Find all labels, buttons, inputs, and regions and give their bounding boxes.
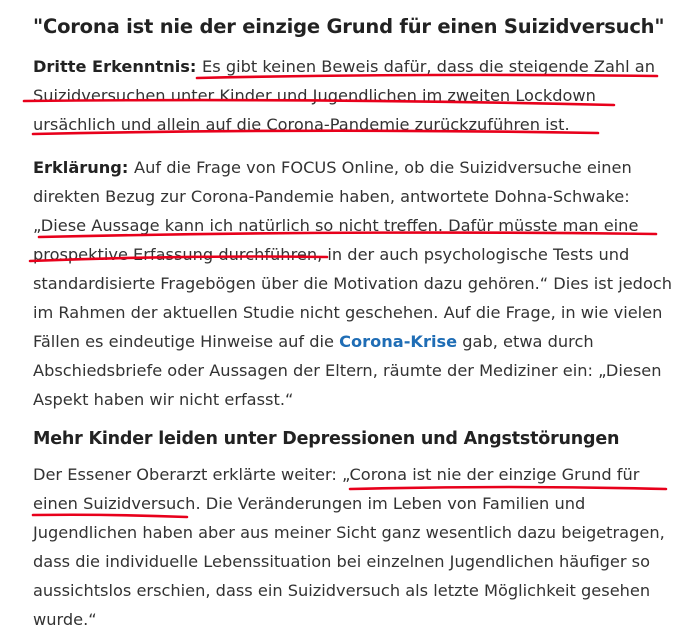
oberarzt-paragraph <box>33 460 673 634</box>
finding-paragraph <box>33 52 673 139</box>
explanation-quote: „Diese Aussage kann ich natürlich so nicht treffen. Dafür müsste man eine prospektive Erfassung durchführen <box>33 216 639 264</box>
explanation-paragraph <box>33 153 673 414</box>
finding-text: Es gibt keinen Beweis dafür, dass die steigende Zahl an Suizidversuchen unter Kinder und Jugendlichen im zweiten Lockdown ursächlich und allein auf die Corona-Pandemie zurückzuführen ist. <box>33 57 655 134</box>
finding-label-colon: : <box>189 57 203 76</box>
explanation-text-continued: , in der auch psychologische Tests und standardisierte Fragebögen über die Motivation dazu gehören.“ Dies ist jedoch im Rahmen der aktuellen Studie nicht geschehen. Auf die Frage, in wie vielen Fällen es eindeutige Hinweise auf die <box>33 245 673 351</box>
explanation-label-colon: : <box>121 158 135 177</box>
oberarzt-quote: „Corona ist nie der einzige Grund für einen Suizidversuch <box>33 465 640 513</box>
section-heading-depression: Mehr Kinder leiden unter Depressionen und Angststörungen <box>33 429 620 449</box>
oberarzt-intro: Der Essener Oberarzt erklärte weiter: <box>33 465 342 484</box>
explanation-text: Auf die Frage von FOCUS Online, ob die Suizidversuche einen direkten Bezug zur Corona-Pandemie haben, antwortete Dohna-Schwake: <box>33 158 632 206</box>
finding-label: Dritte Erkenntnis <box>33 57 190 76</box>
corona-krise-link[interactable]: Corona-Krise <box>339 332 458 351</box>
oberarzt-text: . Die Veränderungen im Leben von Familien und Jugendlichen haben aber aus meiner Sicht ganz wesentlich dazu beigetragen, dass die individuelle Lebenssituation bei einzelnen Jugendlichen häufiger so aussichtslos erschien, dass ein Suizidversuch als letzte Möglichkeit gesehen wurde.“ <box>33 494 665 629</box>
explanation-label: Erklärung <box>33 158 122 177</box>
section-heading-quote: "Corona ist nie der einzige Grund für einen Suizidversuch" <box>33 15 665 38</box>
explanation-text-end: gab, etwa durch Abschiedsbriefe oder Aussagen der Eltern, räumte der Mediziner ein: „Diesen Aspekt haben wir nicht erfasst.“ <box>33 332 662 409</box>
